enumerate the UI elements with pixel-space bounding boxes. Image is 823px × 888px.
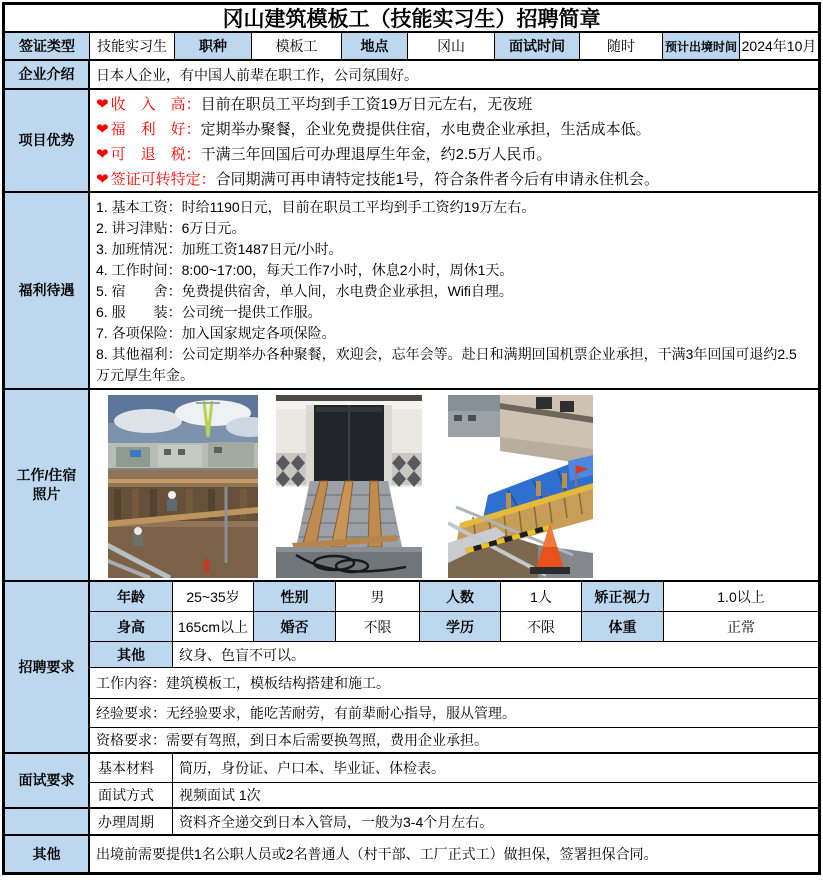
advantage-item <box>96 92 818 117</box>
other-section-label: 其他 <box>5 836 90 872</box>
page-title: 冈山建筑模板工（技能实习生）招聘简章 <box>222 8 601 31</box>
section-label-requirements: 招聘要求 <box>5 582 90 752</box>
job-type-label: 职种 <box>175 33 252 59</box>
height-value: 165cm以上 <box>173 612 254 641</box>
advantage-item <box>96 142 818 167</box>
welfare-item: 8. 其他福利：公司定期举办各种聚餐，欢迎会，忘年会等。赴日和满期回国机票企业承担，干满3年回国可退约2.5万元厚生年金。 <box>96 346 797 383</box>
welfare-item: 1. 基本工资：时给1190日元，目前在职员工平均到手工资约19万左右。 <box>96 199 536 215</box>
gender-label: 性别 <box>254 582 336 611</box>
advantage-title: 收 入 高： <box>110 96 201 113</box>
height-label: 身高 <box>90 612 173 641</box>
section-label-interview: 面试要求 <box>5 754 90 807</box>
section-label-company-intro: 企业介绍 <box>5 61 90 88</box>
headcount-label: 人数 <box>420 582 501 611</box>
marriage-value: 不限 <box>336 612 420 641</box>
advantage-title: 可 退 税： <box>110 146 201 163</box>
processing-empty-cell <box>5 809 90 834</box>
photos-label-line1: 工作/住宿 <box>16 467 77 484</box>
job-type-value: 模板工 <box>252 33 342 59</box>
age-value: 25~35岁 <box>173 582 254 611</box>
interview-time-label: 面试时间 <box>495 33 580 59</box>
requirements-grid-row <box>90 582 818 612</box>
corrected-vision-label: 矫正视力 <box>582 582 664 611</box>
heart-icon: ❤ <box>96 121 109 138</box>
advantage-item <box>96 117 818 142</box>
req-other-value: 纹身、色盲不可以。 <box>179 646 305 663</box>
entrance-stair-formwork-photo <box>276 395 422 578</box>
top-info-row <box>5 33 818 61</box>
requirements-grid-row <box>90 612 818 642</box>
processing-period-label: 办理周期 <box>90 809 173 834</box>
location-label: 地点 <box>342 33 408 59</box>
welfare-item: 3. 加班情况：加班工资1487日元/小时。 <box>96 241 343 257</box>
weight-label: 体重 <box>582 612 664 641</box>
welfare-row <box>5 193 818 390</box>
processing-period-row <box>5 809 818 836</box>
recruitment-notice-table <box>2 2 821 875</box>
processing-period-value: 资料齐全递交到日本入管局，一般为3-4个月左右。 <box>179 813 494 830</box>
photos-label-line2: 照片 <box>32 486 61 502</box>
advantage-title: 签证可转特定： <box>110 171 216 188</box>
advantage-text: 干满三年回国后可办理退厚生年金，约2.5万人民币。 <box>200 146 552 163</box>
qualification-line: 资格要求：需要有驾照，到日本后需要换驾照，费用企业承担。 <box>96 732 488 748</box>
advantage-item <box>96 167 818 192</box>
location-value: 冈山 <box>408 33 495 59</box>
experience-row <box>90 699 818 728</box>
title-row <box>5 5 818 33</box>
headcount-value: 1人 <box>501 582 582 611</box>
interview-method-value: 视频面试 1次 <box>179 787 261 803</box>
departure-time-label: 预计出境时间 <box>663 33 740 59</box>
heart-icon: ❤ <box>96 96 109 113</box>
advantages-content <box>90 90 818 191</box>
visa-type-label: 签证类型 <box>5 33 90 59</box>
requirements-section <box>5 582 818 754</box>
education-value: 不限 <box>501 612 582 641</box>
welfare-item: 2. 讲习津贴：6万日元。 <box>96 220 246 236</box>
section-label-welfare: 福利待遇 <box>5 193 90 388</box>
visa-type-value: 技能实习生 <box>90 33 175 59</box>
interview-materials-row <box>90 754 818 783</box>
corrected-vision-value: 1.0以上 <box>717 588 765 605</box>
advantages-row <box>5 90 818 193</box>
advantage-text: 定期举办聚餐，企业免费提供住宿，水电费企业承担，生活成本低。 <box>200 121 651 138</box>
interview-materials-value: 简历，身份证、户口本、毕业证、体检表。 <box>179 760 445 776</box>
section-label-photos <box>5 390 90 580</box>
welfare-content <box>90 193 818 388</box>
heart-icon: ❤ <box>96 146 109 163</box>
interview-method-row <box>90 783 818 807</box>
advantage-text: 合同期满可再申请特定技能1号，符合条件者今后有申请永住机会。 <box>215 171 659 188</box>
photos-content <box>90 390 818 580</box>
company-intro-text: 日本人企业，有中国人前辈在职工作，公司氛围好。 <box>96 66 418 83</box>
age-label: 年龄 <box>90 582 173 611</box>
welfare-item: 5. 宿 舍：免费提供宿舍，单人间，水电费企业承担，Wifi自理。 <box>96 283 513 299</box>
advantage-title: 福 利 好： <box>110 121 201 138</box>
qualification-row <box>90 728 818 752</box>
welfare-item: 6. 服 装：公司统一提供工作服。 <box>96 304 322 320</box>
construction-site-formwork-photo <box>108 395 258 578</box>
interview-section <box>5 754 818 809</box>
requirements-other-row <box>90 642 818 668</box>
interview-time-value: 随时 <box>580 33 663 59</box>
experience-line: 经验要求：无经验要求，能吃苦耐劳，有前辈耐心指导，服从管理。 <box>96 705 516 721</box>
req-other-label: 其他 <box>90 642 173 667</box>
advantage-text: 目前在职员工平均到手工资19万日元左右，无夜班 <box>200 96 533 113</box>
gender-value: 男 <box>336 582 420 611</box>
welfare-item: 4. 工作时间：8:00~17:00，每天工作7小时，休息2小时，周休1天。 <box>96 262 514 278</box>
section-label-advantages: 项目优势 <box>5 90 90 191</box>
marriage-label: 婚否 <box>254 612 336 641</box>
job-content-row <box>90 668 818 699</box>
other-section-text: 出境前需要提供1名公职人员或2名普通人（村干部、工厂正式工）做担保，签署担保合同。 <box>96 846 658 862</box>
heart-icon: ❤ <box>96 171 109 188</box>
welfare-item: 7. 各项保险：加入国家规定各项保险。 <box>96 325 336 341</box>
interview-materials-label: 基本材料 <box>90 754 173 782</box>
weight-value: 正常 <box>727 618 755 635</box>
job-content-line: 工作内容：建筑模板工，模板结构搭建和施工。 <box>96 675 390 691</box>
education-label: 学历 <box>420 612 501 641</box>
interview-method-label: 面试方式 <box>90 783 173 807</box>
company-intro-row <box>5 61 818 90</box>
departure-time-value: 2024年10月 <box>741 38 817 54</box>
other-section <box>5 836 818 872</box>
wall-formwork-blue-tarp-photo <box>448 395 593 578</box>
photos-row <box>5 390 818 582</box>
